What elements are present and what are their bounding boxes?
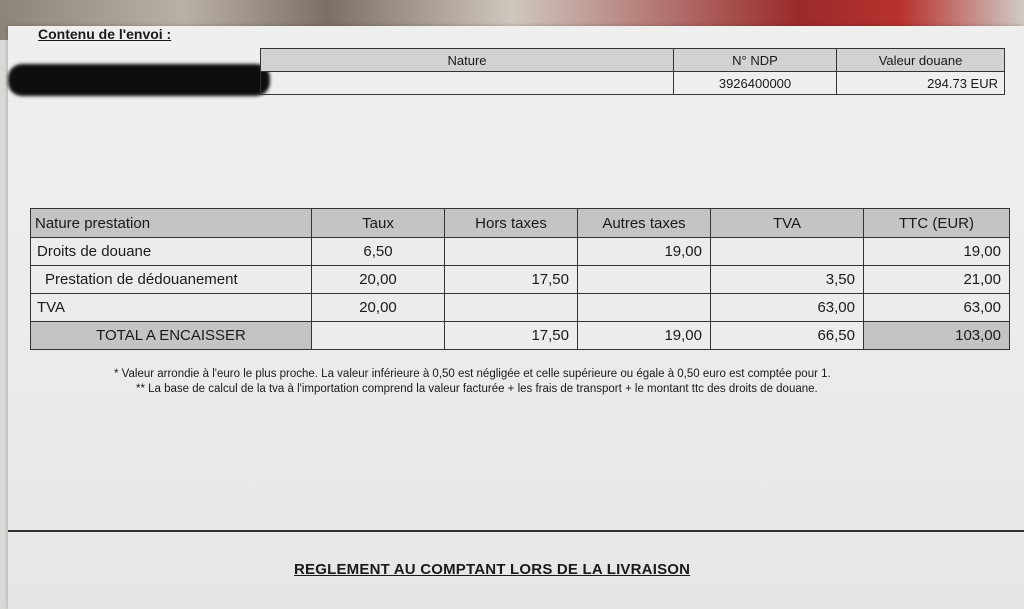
shipment-section-title: Contenu de l'envoi : bbox=[38, 26, 172, 42]
customs-document bbox=[8, 26, 1024, 609]
note-vat-base: ** La base de calcul de la tva à l'importation comprend la valeur facturée + les frais de transport + le montant ttc des droits de douane. bbox=[136, 383, 818, 395]
row-rate: 20,00 bbox=[312, 294, 445, 322]
divider-line bbox=[8, 530, 1024, 532]
redacted-area bbox=[8, 64, 270, 96]
total-incl-tax: 103,00 bbox=[864, 322, 1010, 350]
total-label: TOTAL A ENCAISSER bbox=[31, 322, 312, 350]
header-incl-tax: TTC (EUR) bbox=[864, 209, 1010, 238]
row-nature: Prestation de dédouanement bbox=[31, 266, 312, 294]
row-incl-tax: 21,00 bbox=[864, 266, 1010, 294]
row-excl-tax bbox=[445, 294, 578, 322]
total-other-taxes: 19,00 bbox=[578, 322, 711, 350]
table-row bbox=[31, 238, 1010, 266]
row-vat: 3,50 bbox=[711, 266, 864, 294]
total-rate bbox=[312, 322, 445, 350]
row-excl-tax: 17,50 bbox=[445, 266, 578, 294]
row-rate: 20,00 bbox=[312, 266, 445, 294]
row-incl-tax: 63,00 bbox=[864, 294, 1010, 322]
total-vat: 66,50 bbox=[711, 322, 864, 350]
note-rounding: * Valeur arrondie à l'euro le plus proche. La valeur inférieure à 0,50 est négligée et celle supérieure ou égale à 0,50 euro est comptée pour 1. bbox=[114, 368, 831, 380]
row-other-taxes bbox=[578, 294, 711, 322]
shipment-header-row bbox=[261, 49, 1005, 72]
row-excl-tax bbox=[445, 238, 578, 266]
total-row bbox=[31, 322, 1010, 350]
cell-ndp: 3926400000 bbox=[674, 72, 837, 95]
header-nature: Nature bbox=[261, 49, 674, 72]
table-row bbox=[31, 266, 1010, 294]
row-vat bbox=[711, 238, 864, 266]
table-row bbox=[31, 294, 1010, 322]
row-incl-tax: 19,00 bbox=[864, 238, 1010, 266]
row-nature: TVA bbox=[31, 294, 312, 322]
payment-terms-title: REGLEMENT AU COMPTANT LORS DE LA LIVRAISON bbox=[294, 561, 691, 578]
header-excl-tax: Hors taxes bbox=[445, 209, 578, 238]
header-rate: Taux bbox=[312, 209, 445, 238]
header-other-taxes: Autres taxes bbox=[578, 209, 711, 238]
row-other-taxes: 19,00 bbox=[578, 238, 711, 266]
row-rate: 6,50 bbox=[312, 238, 445, 266]
cell-customs-value: 294.73 EUR bbox=[837, 72, 1005, 95]
header-vat: TVA bbox=[711, 209, 864, 238]
row-nature: Droits de douane bbox=[31, 238, 312, 266]
row-other-taxes bbox=[578, 266, 711, 294]
header-customs-value: Valeur douane bbox=[837, 49, 1005, 72]
header-service-nature: Nature prestation bbox=[31, 209, 312, 238]
total-excl-tax: 17,50 bbox=[445, 322, 578, 350]
shipment-row bbox=[261, 72, 1005, 95]
row-vat: 63,00 bbox=[711, 294, 864, 322]
cell-nature bbox=[261, 72, 674, 95]
header-ndp: N° NDP bbox=[674, 49, 837, 72]
shipment-table bbox=[260, 48, 1005, 95]
fees-header-row bbox=[31, 209, 1010, 238]
fees-table bbox=[30, 208, 1010, 350]
